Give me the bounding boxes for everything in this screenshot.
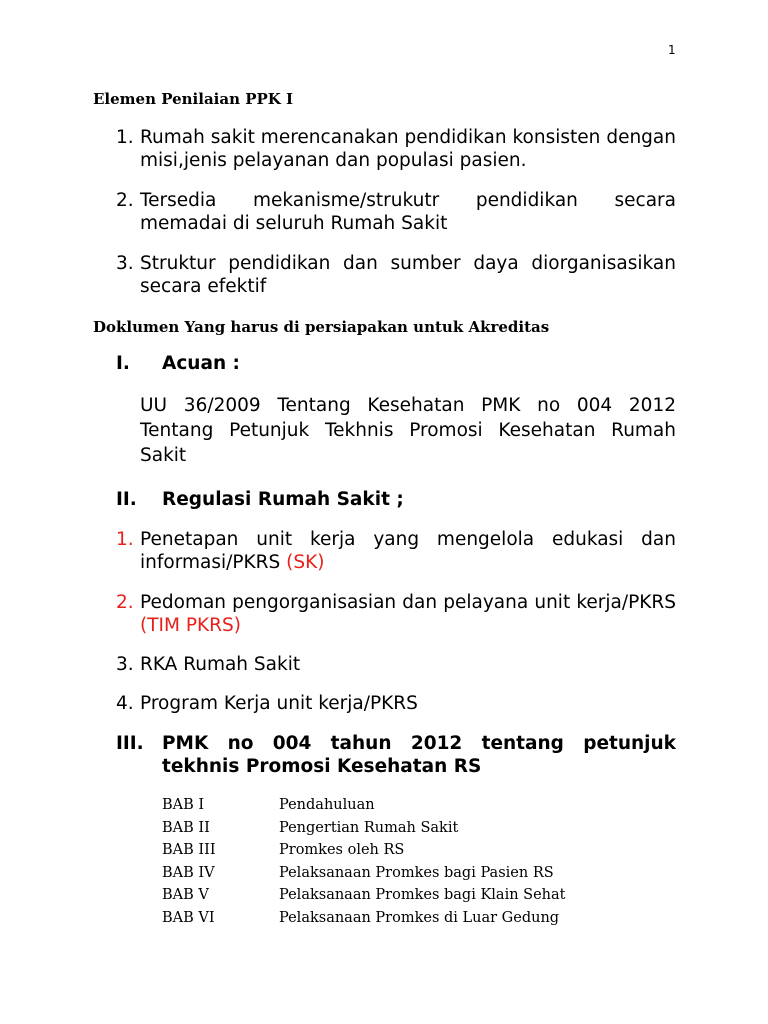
page-number: 1 bbox=[668, 43, 676, 57]
list-number: 2. bbox=[116, 592, 134, 613]
bab-code: BAB III bbox=[162, 842, 216, 859]
list-text: Tersedia mekanisme/strukutr pendidikan secara memadai di seluruh Rumah Sakit bbox=[140, 190, 676, 234]
bab-code: BAB V bbox=[162, 887, 209, 904]
bab-code: BAB IV bbox=[162, 864, 215, 881]
list-item bbox=[116, 126, 676, 172]
bab-title: Pengertian Rumah Sakit bbox=[279, 819, 459, 836]
acuan-paragraph: UU 36/2009 Tentang Kesehatan PMK no 004 2012 Tentang Petunjuk Tekhnis Promosi Kesehatan Rumah Sakit bbox=[140, 395, 676, 466]
bab-title: Pendahuluan bbox=[279, 797, 375, 814]
roman-title: PMK no 004 tahun 2012 tentang petunjuk tekhnis Promosi Kesehatan RS bbox=[162, 733, 676, 777]
roman-heading-acuan bbox=[116, 352, 676, 375]
roman-heading-pmk bbox=[116, 732, 676, 778]
bab-title: Pelaksanaan Promkes bagi Pasien RS bbox=[279, 864, 554, 881]
list-text-main: Pedoman pengorganisasian dan pelayana unit kerja/PKRS bbox=[140, 592, 676, 613]
list-tag: (SK) bbox=[286, 552, 325, 573]
list-tag: (TIM PKRS) bbox=[140, 615, 241, 636]
roman-number: II. bbox=[116, 489, 137, 510]
list-item bbox=[116, 692, 676, 715]
table-row bbox=[162, 794, 565, 817]
section-heading-dokumen: Doklumen Yang harus di persiapakan untuk Akreditas bbox=[93, 318, 550, 336]
bab-title: Pelaksanaan Promkes di Luar Gedung bbox=[279, 909, 560, 926]
roman-heading-regulasi bbox=[116, 488, 676, 511]
section-heading-elemen-penilaian: Elemen Penilaian PPK I bbox=[93, 90, 294, 108]
list-number: 1. bbox=[116, 529, 134, 550]
table-row bbox=[162, 817, 565, 840]
list-item bbox=[116, 252, 676, 298]
bab-table bbox=[162, 794, 565, 929]
list-text: Rumah sakit merencanakan pendidikan konsisten dengan misi,jenis pelayanan dan populasi pasien. bbox=[140, 127, 676, 171]
list-text: Struktur pendidikan dan sumber daya diorganisasikan secara efektif bbox=[140, 253, 676, 297]
list-number: 4. bbox=[116, 693, 134, 714]
bab-title: Pelaksanaan Promkes bagi Klain Sehat bbox=[279, 887, 566, 904]
list-text bbox=[140, 528, 676, 574]
list-text: Program Kerja unit kerja/PKRS bbox=[140, 693, 418, 714]
list-number: 1. bbox=[116, 127, 134, 148]
roman-number: III. bbox=[116, 733, 144, 754]
list-item bbox=[116, 653, 676, 676]
roman-title: Acuan : bbox=[162, 353, 240, 374]
list-text-main: Penetapan unit kerja yang mengelola edukasi dan informasi/PKRS bbox=[140, 529, 676, 573]
bab-code: BAB I bbox=[162, 797, 205, 814]
bab-code: BAB VI bbox=[162, 909, 215, 926]
table-row bbox=[162, 862, 565, 885]
bab-title: Promkes oleh RS bbox=[279, 842, 405, 859]
list-text: RKA Rumah Sakit bbox=[140, 654, 301, 675]
list-item bbox=[116, 528, 676, 574]
list-text bbox=[140, 591, 676, 637]
list-item bbox=[116, 591, 676, 637]
roman-number: I. bbox=[116, 353, 130, 374]
roman-title: Regulasi Rumah Sakit ; bbox=[162, 489, 404, 510]
table-row bbox=[162, 907, 565, 930]
table-row bbox=[162, 839, 565, 862]
list-number: 3. bbox=[116, 654, 134, 675]
bab-code: BAB II bbox=[162, 819, 210, 836]
list-number: 3. bbox=[116, 253, 134, 274]
list-item bbox=[116, 189, 676, 235]
table-row bbox=[162, 884, 565, 907]
list-number: 2. bbox=[116, 190, 134, 211]
